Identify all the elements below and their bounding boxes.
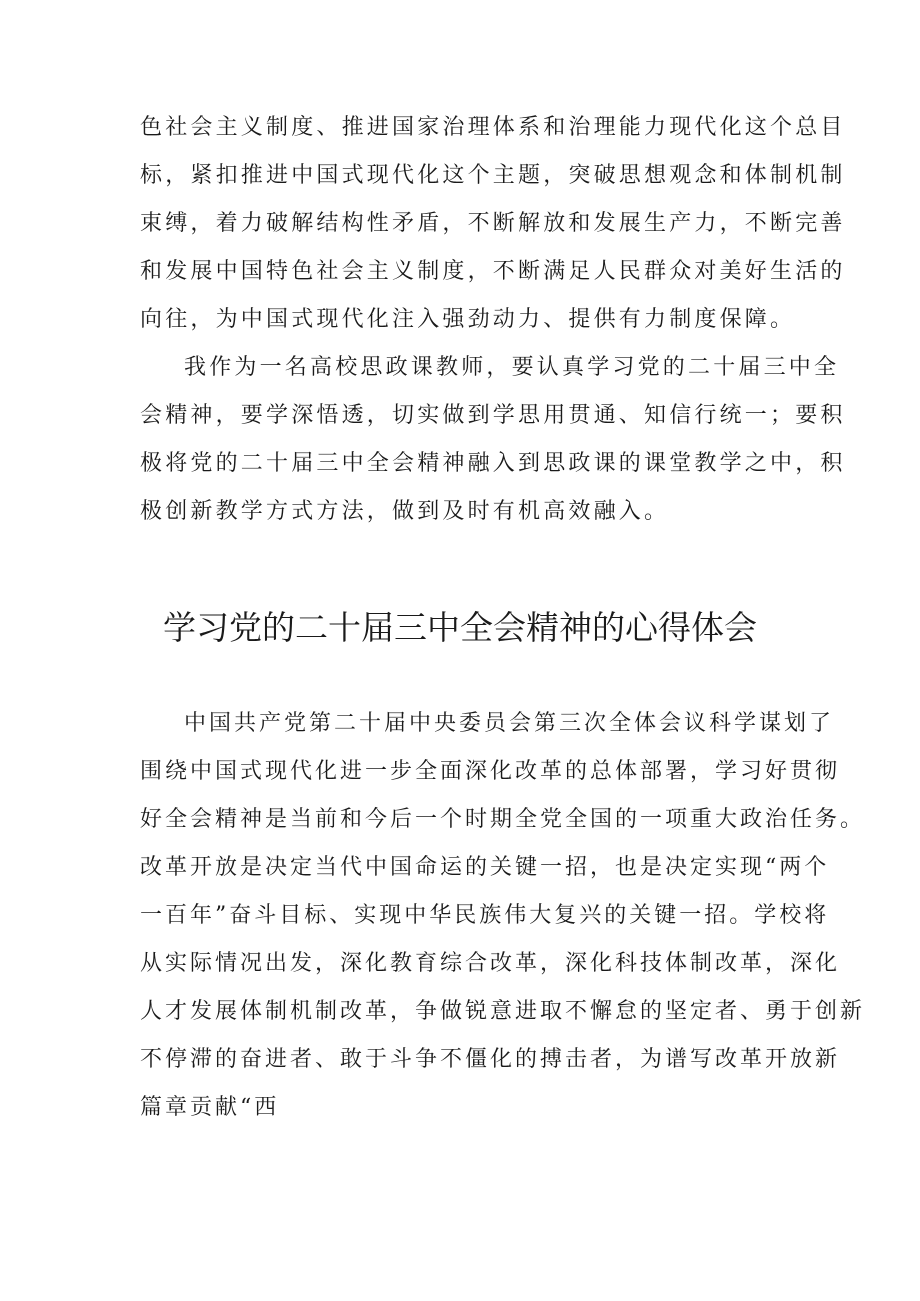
section-title: 学习党的二十届三中全会精神的心得体会	[163, 608, 757, 647]
paragraph-continued	[140, 104, 846, 344]
text-line: 一百年”奋斗目标、实现中华民族伟大复兴的关键一招。学校将	[140, 903, 830, 928]
text-line: 我作为一名高校思政课教师，要认真学习党的二十届三中全	[184, 355, 840, 380]
paragraph-teacher	[140, 344, 846, 536]
text-line: 改革开放是决定当代中国命运的关键一招，也是决定实现“两个	[140, 855, 830, 880]
text-line: 标，紧扣推进中国式现代化这个主题，突破思想观念和体制机制	[140, 163, 846, 188]
text-line: 从实际情况出发，深化教育综合改革，深化科技体制改革，深化	[140, 951, 841, 976]
text-line: 好全会精神是当前和今后一个时期全党全国的一项重大政治任务。	[140, 807, 866, 832]
text-line: 围绕中国式现代化进一步全面深化改革的总体部署，学习好贯彻	[140, 759, 841, 784]
text-line: 束缚，着力破解结构性矛盾，不断解放和发展生产力，不断完善	[140, 211, 846, 236]
text-line: 中国共产党第二十届中央委员会第三次全体会议科学谋划了	[184, 711, 835, 736]
text-line: 极将党的二十届三中全会精神融入到思政课的课堂教学之中，积	[140, 451, 846, 476]
text-line: 人才发展体制机制改革，争做锐意进取不懈怠的坚定者、勇于创新	[140, 999, 866, 1024]
text-line: 和发展中国特色社会主义制度，不断满足人民群众对美好生活的	[140, 259, 846, 284]
text-line: 色社会主义制度、推进国家治理体系和治理能力现代化这个总目	[140, 115, 846, 140]
text-line: 篇章贡献“西	[140, 1095, 280, 1120]
text-line: 会精神，要学深悟透，切实做到学思用贯通、知信行统一；要积	[140, 403, 846, 428]
paragraph-reform	[140, 700, 866, 1132]
text-line: 向往，为中国式现代化注入强劲动力、提供有力制度保障。	[140, 307, 796, 332]
text-line: 不停滞的奋进者、敢于斗争不僵化的搏击者，为谱写改革开放新	[140, 1047, 841, 1072]
text-line: 极创新教学方式方法，做到及时有机高效融入。	[140, 499, 670, 524]
